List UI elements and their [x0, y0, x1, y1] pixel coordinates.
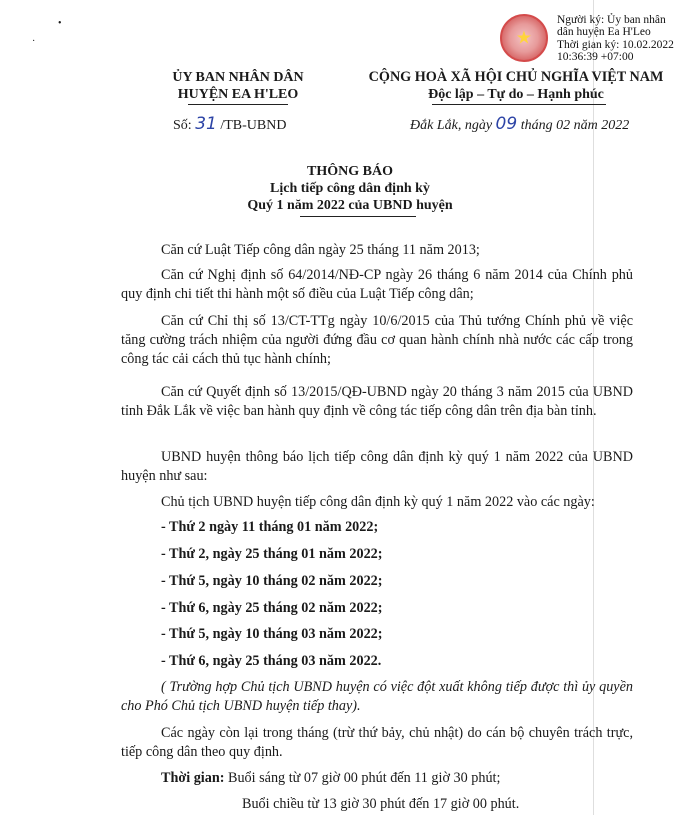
- paragraph-announcement: UBND huyện thông báo lịch tiếp công dân định kỳ quý 1 năm 2022 của UBND huyện như sau:: [121, 449, 633, 484]
- reception-hours-morning: [121, 769, 633, 788]
- paragraph-other-days: Các ngày còn lại trong tháng (trừ thứ bảy, chủ nhật) do cán bộ chuyên trách trực, tiếp công dân theo quy định.: [121, 725, 633, 760]
- date-prefix: Đắk Lắk, ngày: [410, 118, 496, 133]
- handwritten-number: 31: [195, 114, 217, 134]
- issuer-line1: ỦY BAN NHÂN DÂN: [172, 70, 304, 85]
- title-underline: [300, 216, 416, 217]
- digital-signature-info: [557, 14, 674, 63]
- document-number: [173, 114, 286, 134]
- paragraph-legal-basis-1: Căn cứ Luật Tiếp công dân ngày 25 tháng 11 năm 2013;: [161, 242, 480, 258]
- scan-speck: ·: [32, 36, 36, 47]
- delegation-note: ( Trường hợp Chủ tịch UBND huyện có việc đột xuất không tiếp được thì ủy quyền cho Phó Chủ tịch UBND huyện tiếp thay).: [121, 679, 633, 714]
- reception-hours-afternoon: Buổi chiều từ 13 giờ 30 phút đến 17 giờ 00 phút.: [242, 796, 520, 812]
- schedule-date: - Thứ 2 ngày 11 tháng 01 năm 2022;: [161, 519, 379, 535]
- paragraph-legal-basis-2: Căn cứ Nghị định số 64/2014/NĐ-CP ngày 26 tháng 6 năm 2014 của Chính phủ quy định chi tiết thi hành một số điều của Luật Tiếp công dân;: [121, 267, 633, 302]
- schedule-date: - Thứ 5, ngày 10 tháng 02 năm 2022;: [161, 573, 383, 589]
- handwritten-day: 09: [495, 114, 518, 134]
- schedule-date: - Thứ 2, ngày 25 tháng 01 năm 2022;: [161, 546, 383, 562]
- signer-line2: dân huyện Ea H'Leo: [557, 26, 651, 39]
- national-motto: Độc lập – Tự do – Hạnh phúc: [428, 87, 604, 102]
- schedule-date: - Thứ 6, ngày 25 tháng 03 năm 2022.: [161, 653, 382, 669]
- motto-underline: [432, 104, 606, 105]
- paragraph-schedule-intro: Chủ tịch UBND huyện tiếp công dân định kỳ quý 1 năm 2022 vào các ngày:: [161, 494, 595, 510]
- schedule-date: - Thứ 6, ngày 25 tháng 02 năm 2022;: [161, 600, 383, 616]
- issuer-line2: HUYỆN EA H'LEO: [177, 87, 299, 102]
- document-date: [410, 114, 629, 134]
- time-morning: Buổi sáng từ 07 giờ 00 phút đến 11 giờ 30 phút;: [224, 770, 501, 786]
- date-suffix: tháng 02 năm 2022: [517, 118, 630, 133]
- issuer-underline: [188, 104, 288, 105]
- title-line3: Quý 1 năm 2022 của UBND huyện: [247, 198, 453, 213]
- number-prefix: Số:: [173, 118, 196, 133]
- title-line2: Lịch tiếp công dân định kỳ: [270, 181, 430, 196]
- country-name: CỘNG HOÀ XÃ HỘI CHỦ NGHĨA VIỆT NAM: [368, 69, 664, 85]
- sign-time-zone: 10:36:39 +07:00: [557, 50, 634, 63]
- scan-speck: •: [58, 18, 62, 29]
- paragraph-legal-basis-4: Căn cứ Quyết định số 13/2015/QĐ-UBND ngày 20 tháng 3 năm 2015 của UBND tỉnh Đắk Lắk về việc ban hành quy định về công tác tiếp công dân trên địa bàn tỉnh.: [121, 384, 633, 419]
- time-label: Thời gian:: [161, 770, 225, 786]
- sign-time: Thời gian ký: 10.02.2022: [557, 38, 674, 51]
- title-line1: THÔNG BÁO: [307, 164, 393, 179]
- issuer-header: [148, 69, 328, 103]
- paragraph-legal-basis-3: Căn cứ Chỉ thị số 13/CT-TTg ngày 10/6/2015 của Thủ tướng Chính phủ về việc tăng cường trách nhiệm của người đứng đầu cơ quan hành chính nhà nước các cấp trong công tác cải cách thủ tục hành chính;: [121, 313, 633, 367]
- star-icon: ★: [515, 27, 533, 48]
- signer-line1: Người ký: Ủy ban nhân: [557, 14, 666, 26]
- document-title: [150, 163, 550, 214]
- schedule-date: - Thứ 5, ngày 10 tháng 03 năm 2022;: [161, 626, 383, 642]
- number-suffix: /TB-UBND: [216, 118, 287, 133]
- digital-signature-seal-icon: [500, 14, 548, 62]
- national-header: [356, 69, 676, 103]
